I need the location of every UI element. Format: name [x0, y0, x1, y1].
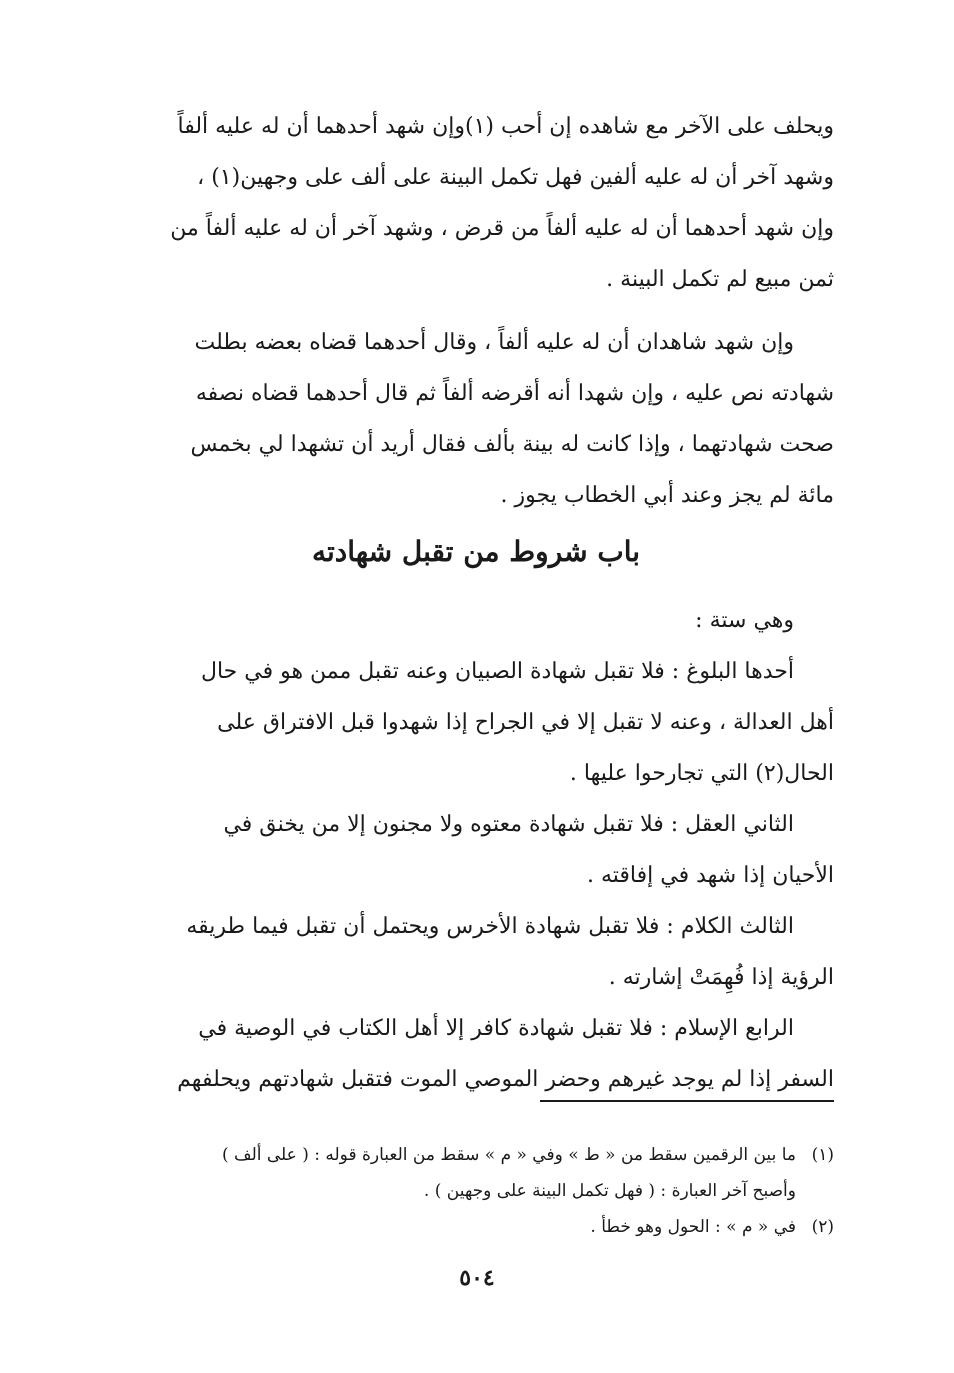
text-line: الحال(٢) التي تجارحوا عليها .	[569, 761, 834, 786]
text-line: الثاني العقل : فلا تقبل شهادة معتوه ولا مجنون إلا من يخنق في	[223, 812, 794, 837]
page-number: ٥٠٤	[459, 1265, 495, 1291]
text-line: الأحيان إذا شهد في إفاقته .	[587, 863, 834, 888]
text-line: الثالث الكلام : فلا تقبل شهادة الأخرس ويحتمل أن تقبل فيما طريقه	[186, 914, 794, 939]
footnote	[118, 1209, 834, 1245]
footnote-text: ما بين الرقمين سقط من « ط » وفي « م » سقط من العبارة قوله : ( على ألف )	[221, 1145, 796, 1165]
paragraph	[118, 901, 834, 1003]
paragraph	[118, 646, 834, 799]
text-line: شهادته نص عليه ، وإن شهدا أنه أقرضه ألفاً ثم قال أحدهما قضاه نصفه	[195, 381, 834, 406]
footnote-text: وأصبح آخر العبارة : ( فهل تكمل البينة على وجهين ) .	[423, 1181, 796, 1201]
text-line: وشهد آخر أن له عليه ألفين فهل تكمل البينة على ألف على وجهين(١) ،	[197, 165, 834, 190]
text-line: وهي ستة :	[695, 608, 794, 633]
paragraph	[118, 101, 834, 305]
text-line: الرابع الإسلام : فلا تقبل شهادة كافر إلا أهل الكتاب في الوصية في	[198, 1016, 794, 1041]
text-line: أحدها البلوغ : فلا تقبل شهادة الصبيان وعنه تقبل ممن هو في حال	[200, 659, 794, 684]
text-line: صحت شهادتهما ، وإذا كانت له بينة بألف فقال أريد أن تشهدا لي بخمس	[190, 432, 834, 457]
text-line: مائة لم يجز وعند أبي الخطاب يجوز .	[500, 483, 834, 508]
text-line: وإن شهد شاهدان أن له عليه ألفاً ، وقال أحدهما قضاه بعضه بطلت	[194, 330, 794, 355]
text-line: ثمن مبيع لم تكمل البينة .	[606, 267, 834, 292]
section-paragraphs	[118, 595, 834, 1105]
footnote	[118, 1137, 834, 1209]
footnote-separator	[540, 1100, 834, 1102]
paragraph	[118, 1003, 834, 1105]
footnote-number: (١)	[811, 1145, 834, 1165]
paragraph	[118, 317, 834, 521]
footnote-text: في « م » : الحول وهو خطأ .	[590, 1217, 796, 1237]
chapter-heading: باب شروط من تقبل شهادته	[311, 535, 641, 568]
text-line: وإن شهد أحدهما أن له عليه ألفاً من قرض ، وشهد آخر أن له عليه ألفاً من	[170, 216, 834, 241]
paragraph	[118, 595, 834, 646]
paragraph	[118, 799, 834, 901]
text-line: ويحلف على الآخر مع شاهده إن أحب (١)وإن شهد أحدهما أن له عليه ألفاً	[177, 114, 834, 139]
footnotes	[118, 1137, 834, 1245]
text-line: أهل العدالة ، وعنه لا تقبل إلا في الجراح إذا شهدوا قبل الافتراق على	[217, 710, 834, 735]
text-line: السفر إذا لم يوجد غيرهم وحضر الموصي الموت فتقبل شهادتهم ويحلفهم	[177, 1067, 834, 1092]
opening-paragraphs	[118, 101, 834, 521]
footnote-number: (٢)	[811, 1217, 834, 1237]
text-line: الرؤية إذا فُهِمَتْ إشارته .	[608, 965, 834, 990]
